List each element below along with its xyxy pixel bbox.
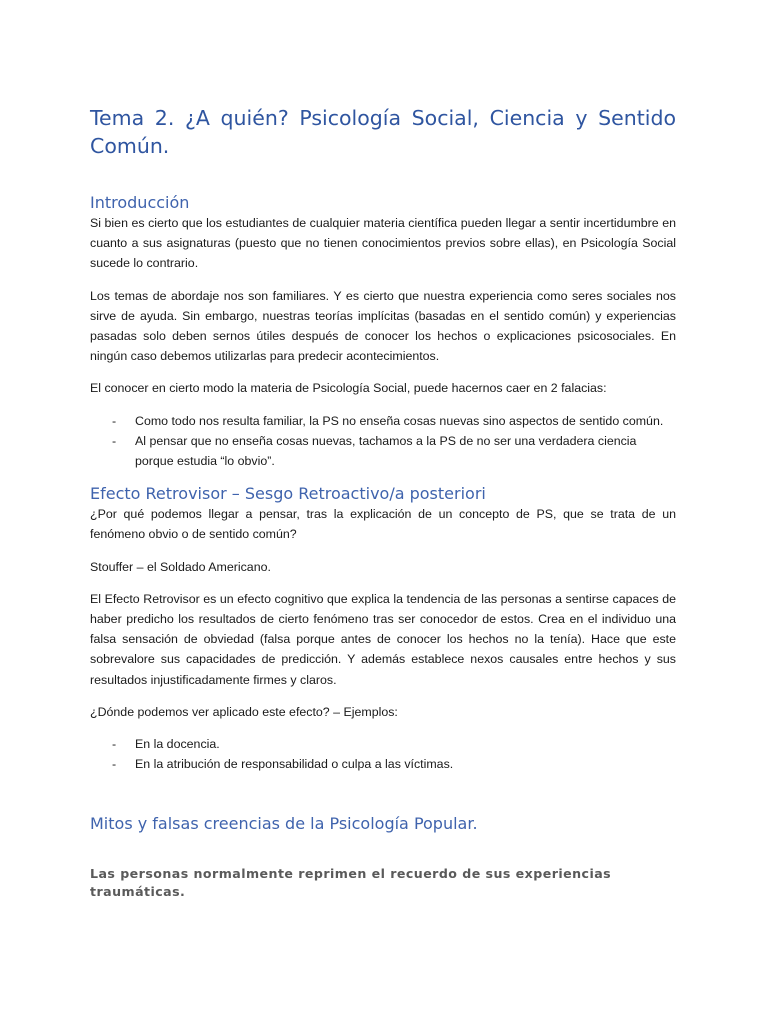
list-item — [90, 411, 676, 431]
bullet-dash: - — [112, 413, 117, 428]
retro-paragraph-2: Stouffer – el Soldado Americano. — [90, 559, 271, 574]
document-title: Tema 2. ¿A quién? Psicología Social, Ciencia y Sentido Común. — [90, 106, 676, 158]
intro-paragraph-2: Los temas de abordaje nos son familiares. Y es cierto que nuestra experiencia como seres sociales nos sirve de ayuda. Sin embargo, nuestras teorías implícitas (basadas en el sentido común) y experiencias pasadas solo deben sernos útiles después de conocer los hechos o explicaciones psicosociales. En ningún caso debemos utilizarlas para predecir acontecimientos. — [90, 288, 676, 364]
heading-mitos: Mitos y falsas creencias de la Psicología Popular. — [90, 814, 478, 834]
section-efecto-retrovisor — [90, 484, 676, 774]
bullet-dash: - — [112, 433, 117, 448]
list-item-text: En la atribución de responsabilidad o culpa a las víctimas. — [135, 757, 454, 772]
retro-paragraph-4: ¿Dónde podemos ver aplicado este efecto? – Ejemplos: — [90, 704, 398, 719]
myth-statement: Las personas normalmente reprimen el recuerdo de sus experiencias traumáticas. — [90, 866, 612, 900]
bullet-dash: - — [112, 737, 117, 752]
list-item-text: Como todo nos resulta familiar, la PS no enseña cosas nuevas sino aspectos de sentido común. — [135, 413, 664, 428]
heading-introduccion: Introducción — [90, 193, 190, 212]
ejemplos-list — [90, 734, 676, 774]
heading-efecto-retrovisor: Efecto Retrovisor – Sesgo Retroactivo/a posteriori — [90, 484, 486, 504]
list-item — [90, 754, 676, 774]
document-page — [90, 104, 676, 901]
list-item — [90, 431, 676, 471]
retro-paragraph-1: ¿Por qué podemos llegar a pensar, tras la explicación de un concepto de PS, que se trata de un fenómeno obvio o de sentido común? — [90, 507, 676, 542]
intro-paragraph-3: El conocer en cierto modo la materia de Psicología Social, puede hacernos caer en 2 falacias: — [90, 381, 607, 396]
intro-paragraph-1: Si bien es cierto que los estudiantes de cualquier materia científica pueden llegar a sentir incertidumbre en cuanto a sus asignaturas (puesto que no tienen conocimientos previos sobre ellas), en Psicología Social sucede lo contrario. — [90, 216, 676, 271]
list-item-text: En la docencia. — [135, 737, 220, 752]
bullet-dash: - — [112, 757, 117, 772]
list-item — [90, 734, 676, 754]
section-mitos — [90, 814, 676, 901]
retro-paragraph-3: El Efecto Retrovisor es un efecto cognitivo que explica la tendencia de las personas a sentirse capaces de haber predicho los resultados de cierto fenómeno tras ser conocedor de estos. Crea en el individuo una falsa sensación de obviedad (falsa porque antes de conocer los hechos no la tenía). Hace que este sobrevalore sus capacidades de predicción. Y además establece nexos causales entre hechos y sus resultados injustificadamente firmes y claros. — [90, 591, 676, 687]
falacias-list — [90, 411, 676, 472]
section-introduccion — [90, 193, 676, 471]
list-item-text: Al pensar que no enseña cosas nuevas, tachamos a la PS de no ser una verdadera ciencia porque estudia “lo obvio”. — [135, 433, 637, 469]
